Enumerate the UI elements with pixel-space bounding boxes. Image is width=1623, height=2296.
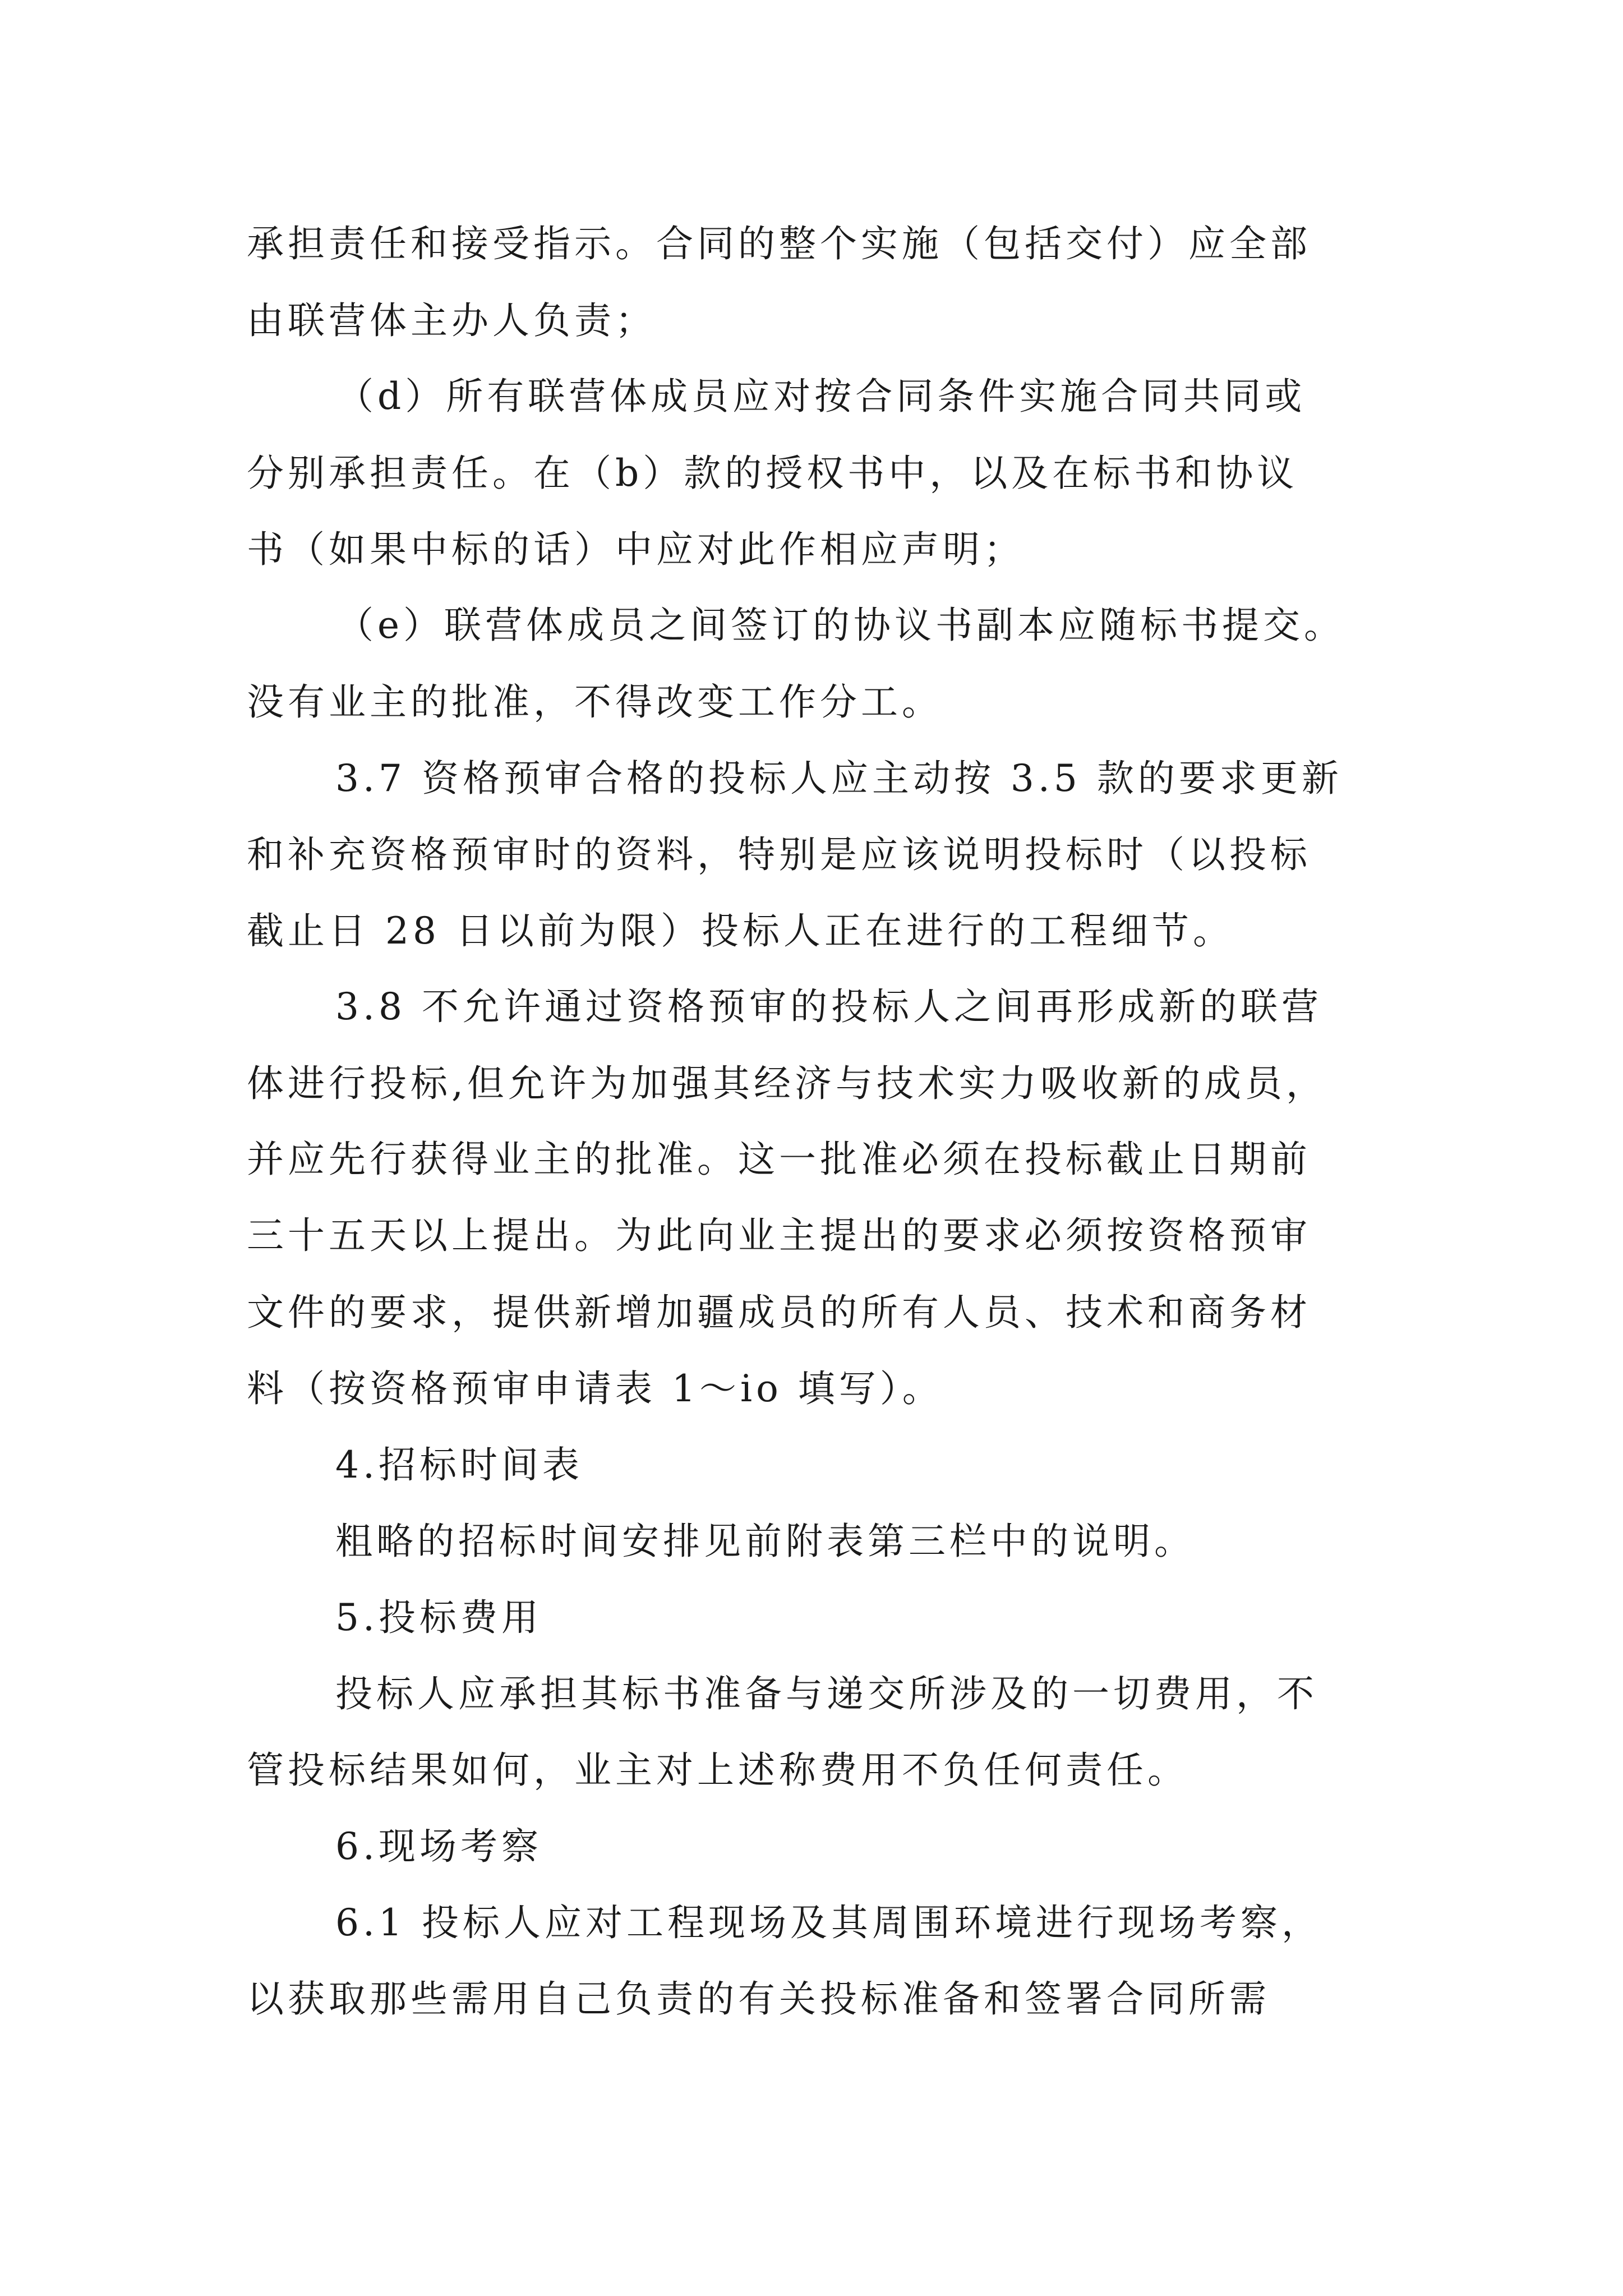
text-line: 和补充资格预审时的资料，特别是应该说明投标时（以投标 — [247, 833, 1311, 876]
text-line: 体进行投标,但允许为加强其经济与技术实力吸收新的成员， — [247, 1062, 1327, 1105]
section-heading: 6.现场考察 — [335, 1825, 542, 1868]
text-line: 以获取那些需用自己负责的有关投标准备和签署合同所需 — [247, 1977, 1270, 2021]
text-line: 粗略的招标时间安排见前附表第三栏中的说明。 — [335, 1520, 1195, 1563]
text-line: 3.7 资格预审合格的投标人应主动按 3.5 款的要求更新 — [335, 757, 1343, 800]
section-heading: 5.投标费用 — [335, 1596, 542, 1639]
text-line: 3.8 不允许通过资格预审的投标人之间再形成新的联营 — [335, 985, 1322, 1028]
text-line: 书（如果中标的话）中应对此作相应声明； — [247, 528, 1025, 571]
text-line: 料（按资格预审申请表 1～io 填写）。 — [247, 1367, 943, 1410]
text-line: （e）联营体成员之间签订的协议书副本应随标书提交。 — [336, 604, 1345, 647]
text-line: 三十五天以上提出。为此向业主提出的要求必须按资格预审 — [247, 1214, 1311, 1257]
text-line: 由联营体主办人负责； — [247, 299, 656, 342]
text-line: 承担责任和接受指示。合同的整个实施（包括交付）应全部 — [247, 222, 1311, 265]
text-line: 文件的要求，提供新增加疆成员的所有人员、技术和商务材 — [247, 1291, 1311, 1334]
text-line: 并应先行获得业主的批准。这一批准必须在投标截止日期前 — [247, 1138, 1311, 1181]
text-line: 截止日 28 日以前为限）投标人正在进行的工程细节。 — [247, 909, 1234, 953]
text-line: 管投标结果如何，业主对上述称费用不负任何责任。 — [247, 1749, 1188, 1792]
text-line: 没有业主的批准，不得改变工作分工。 — [247, 680, 943, 724]
text-line: （d）所有联营体成员应对按合同条件实施合同共同或 — [336, 375, 1306, 418]
text-line: 分别承担责任。在（b）款的授权书中，以及在标书和协议 — [247, 452, 1298, 495]
text-line: 6.1 投标人应对工程现场及其周围环境进行现场考察， — [335, 1901, 1322, 1944]
text-line: 投标人应承担其标书准备与递交所涉及的一切费用，不 — [335, 1672, 1318, 1715]
section-heading: 4.招标时间表 — [335, 1443, 583, 1487]
